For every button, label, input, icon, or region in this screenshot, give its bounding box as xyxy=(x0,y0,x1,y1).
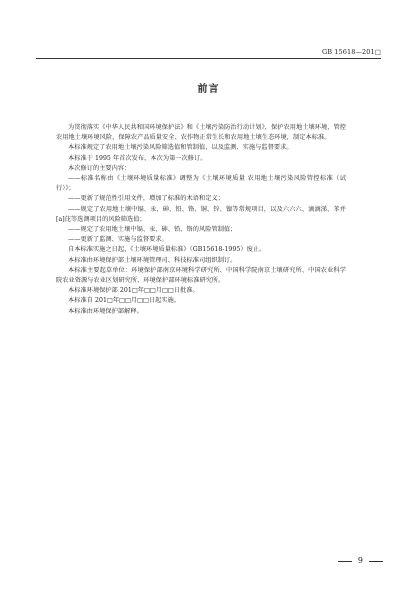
footer-dash-right xyxy=(369,561,383,562)
paragraph-purpose: 为贯彻落实《中华人民共和国环境保护法》和《土壤污染防治行动计划》，保护农用地土壤环境，管控农用地土壤环境风险，保障农产品质量安全、农作物正常生长和农用地土壤生态环境，制定本标准。 xyxy=(56,124,346,142)
foreword-body xyxy=(56,123,346,317)
paragraph-revision-monitoring: ——更新了监测、实施与监督要求。 xyxy=(68,236,168,244)
paragraph-revision-references: ——更新了规范性引用文件，增加了标准的术语和定义； xyxy=(68,195,224,203)
standard-code: GB 15618—201□ xyxy=(321,48,381,56)
paragraph-revision-screening-values: ——规定了农用地土壤中镉、汞、砷、铅、铬、铜、锌、镍等常规项目，以及六六六、滴滴涕、苯并[a]芘等选测项目的风险筛选值； xyxy=(56,205,346,223)
paragraph-history: 本标准于 1995 年首次发布，本次为第一次修订。 xyxy=(68,154,207,162)
paragraph-revision-title-change: ——标准名称由《土壤环境质量标准》调整为《土壤环境质量 农用地土壤污染风险管控标准（试行）》； xyxy=(56,175,346,193)
page-footer xyxy=(338,556,383,566)
paragraph-revision-control-values: ——规定了农用地土壤中镉、汞、砷、铅、铬的风险管制值； xyxy=(68,226,237,234)
paragraph-approval-date: 本标准环境保护部 201□年□□月□□日批准。 xyxy=(68,287,199,295)
page-number: 9 xyxy=(357,556,363,565)
paragraph-revision-intro: 本次修订的主要内容： xyxy=(68,164,131,172)
paragraph-drafting-units: 本标准主要起草单位：环境保护部南京环境科学研究所、中国科学院南京土壤研究所、中国农业科学院农业资源与农业区划研究所、环境保护部环境标准研究所。 xyxy=(56,266,346,285)
paragraph-interpretation: 本标准由环境保护部解释。 xyxy=(68,307,143,315)
header-divider xyxy=(36,58,381,59)
paragraph-scope: 本标准规定了农用地土壤污染风险筛选值和管制值，以及监测、实施与监督要求。 xyxy=(68,144,293,152)
footer-dash-left xyxy=(338,561,352,562)
page-title: 前言 xyxy=(197,84,220,95)
paragraph-organizer: 本标准由环境保护部土壤环境管理司、科技标准司组织制订。 xyxy=(68,256,237,264)
paragraph-effective-date: 本标准自 201□年□□月□□日起实施。 xyxy=(68,297,181,305)
paragraph-supersedes: 自本标准实施之日起，《土壤环境质量标准》（GB15618-1995）废止。 xyxy=(68,246,266,254)
